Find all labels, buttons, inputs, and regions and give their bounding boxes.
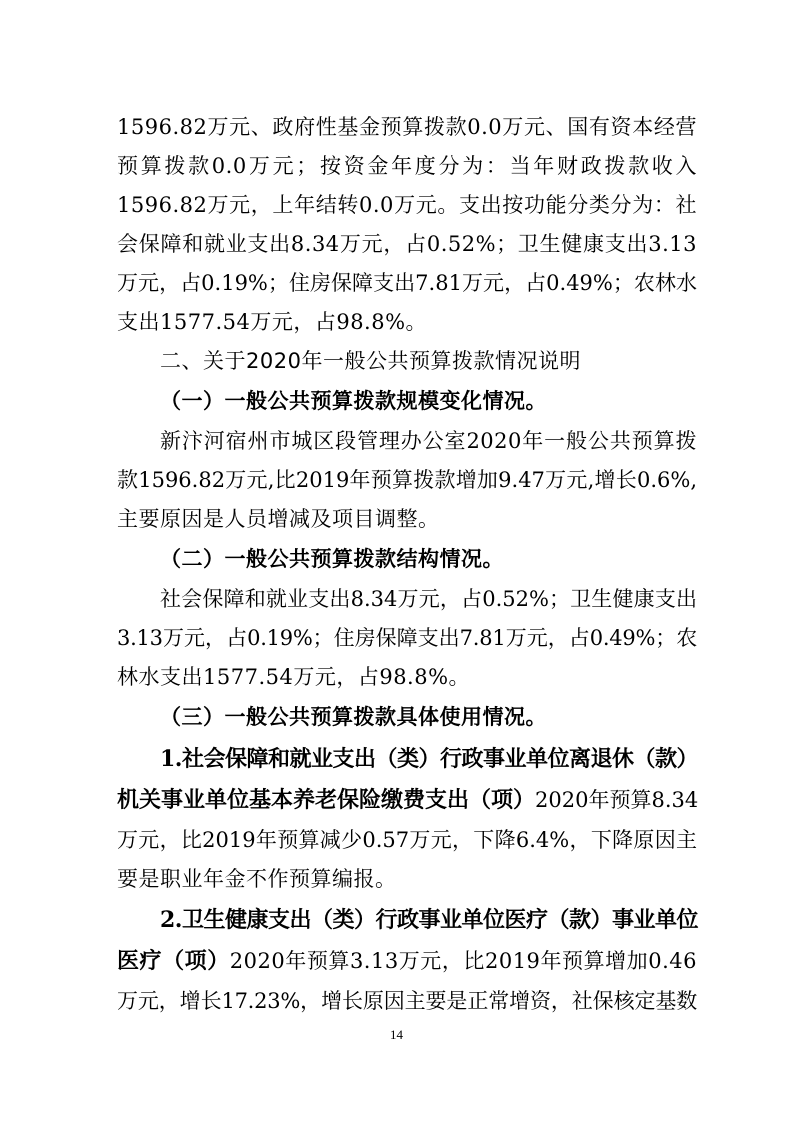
item-body-text: 2020年预算8.34 — [535, 788, 699, 812]
paragraph-line: 万元，增长17.23%，增长原因主要是正常增资，社保核定基数 — [117, 989, 697, 1013]
paragraph-line: 要是职业年金不作预算编报。 — [117, 867, 397, 891]
item-heading-line: 1.社会保障和就业支出（类）行政事业单位离退休（款） — [160, 746, 698, 772]
paragraph-line: 会保障和就业支出8.34万元，占0.52%；卫生健康支出3.13 — [117, 232, 697, 256]
paragraph-line — [117, 942, 697, 980]
paragraph-line — [117, 781, 697, 819]
paragraph-line: 1596.82万元、政府性基金预算拨款0.0万元、国有资本经营 — [117, 115, 697, 139]
paragraph-line: 主要原因是人员增减及项目调整。 — [117, 507, 440, 531]
paragraph-line: 万元，占0.19%；住房保障支出7.81万元，占0.49%；农林水 — [117, 271, 697, 295]
item-heading-text: 机关事业单位基本养老保险缴费支出（项） — [117, 787, 536, 813]
paragraph-line: 支出1577.54万元，占98.8%。 — [117, 310, 428, 334]
item-heading-text: 医疗（项） — [117, 948, 230, 974]
page-number: 14 — [390, 1027, 403, 1042]
paragraph-line: 款1596.82万元,比2019年预算拨款增加9.47万元,增长0.6%, — [117, 468, 697, 492]
paragraph-line: 1596.82万元，上年结转0.0万元。支出按功能分类分为：社 — [117, 193, 697, 217]
subsection-heading: （一）一般公共预算拨款规模变化情况。 — [160, 388, 547, 413]
paragraph-line: 3.13万元，占0.19%；住房保障支出7.81万元，占0.49%；农 — [117, 626, 697, 650]
section-heading: 二、关于2020年一般公共预算拨款情况说明 — [160, 349, 581, 373]
paragraph-line: 万元，比2019年预算减少0.57万元，下降6.4%，下降原因主 — [117, 828, 697, 852]
paragraph-line: 新汴河宿州市城区段管理办公室2020年一般公共预算拨 — [160, 429, 697, 453]
paragraph-line: 社会保障和就业支出8.34万元，占0.52%；卫生健康支出 — [160, 587, 697, 611]
subsection-heading: （二）一般公共预算拨款结构情况。 — [160, 546, 504, 571]
subsection-heading: （三）一般公共预算拨款具体使用情况。 — [160, 704, 547, 729]
item-body-text: 2020年预算3.13万元，比2019年预算增加0.46 — [229, 949, 697, 973]
paragraph-line: 林水支出1577.54万元，占98.8%。 — [117, 665, 471, 689]
paragraph-line: 预算拨款0.0万元；按资金年度分为：当年财政拨款收入 — [117, 154, 697, 178]
item-heading-line: 2.卫生健康支出（类）行政事业单位医疗（款）事业单位 — [160, 907, 698, 933]
